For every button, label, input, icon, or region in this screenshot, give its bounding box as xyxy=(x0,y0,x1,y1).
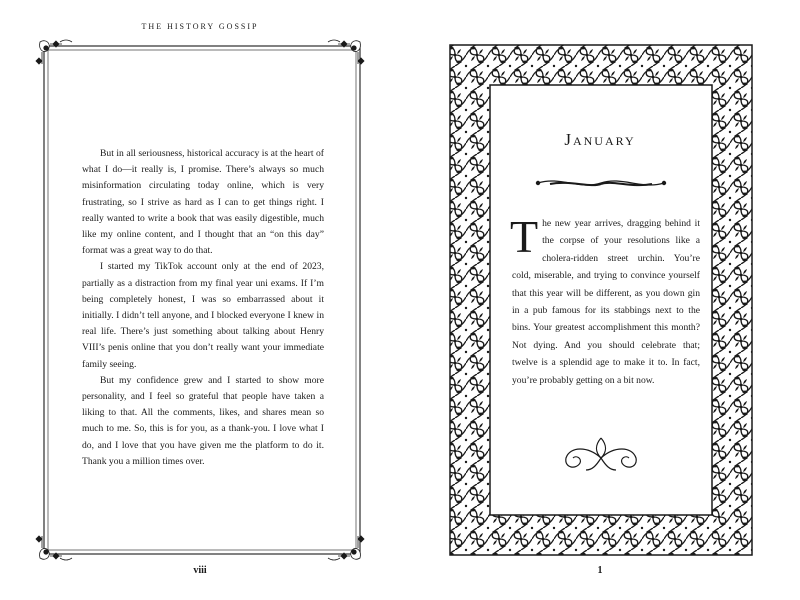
right-page xyxy=(400,0,800,600)
chapter-paragraph: he new year arrives, dragging behind it the corpse of your resolutions like a cholera-ridden street urchin. You’re cold, miserable, and trying to convince yourself that this year will be different, as you down gin in a pub famous for its stabbings next to the bins. Your greatest accomplishment this month? Not dying. And you should celebrate that; twelve is a splendid age to make it to. In fact, you’re probably getting on a bit now. xyxy=(512,218,700,386)
drop-cap: T xyxy=(510,211,539,262)
bottom-ornament-icon xyxy=(566,438,636,470)
page-number: 1 xyxy=(597,565,603,576)
paragraph: I started my TikTok account only at the end of 2023, partially as a distraction from my final year uni exams. If I’m being completely honest, I was so embarrassed about it initially. I didn’t tell anyone, and I blocked everyone I knew in real life. There’s just something about talking about Henry VIII’s penis online that you don’t really want your immediate family seeing. xyxy=(82,261,324,370)
chapter-title: January xyxy=(564,130,636,149)
running-head: THE HISTORY GOSSIP xyxy=(141,22,259,31)
paragraph: But in all seriousness, historical accuracy is at the heart of what I do—it really is, I promise. There’s always so much misinformation circulating today online, which is very frustrating, so I strive as hard as I can to get things right. I really wanted to write a book that was easily digestible, much like my online content, and I thought that an “on this day” format was a great way to do that. xyxy=(82,148,324,257)
page-number: viii xyxy=(193,565,207,576)
body-text xyxy=(82,146,324,470)
title-flourish-icon xyxy=(536,181,665,185)
paragraph: But my confidence grew and I started to show more personality, and I feel so grateful that people have taken a liking to that. All the comments, likes, and shares mean so much to me. So, this is for you, as a thank-you. I love what I do, and I love that you have given me the platform to do it. Thank you a million times over. xyxy=(82,374,324,467)
chapter-text xyxy=(510,211,700,389)
